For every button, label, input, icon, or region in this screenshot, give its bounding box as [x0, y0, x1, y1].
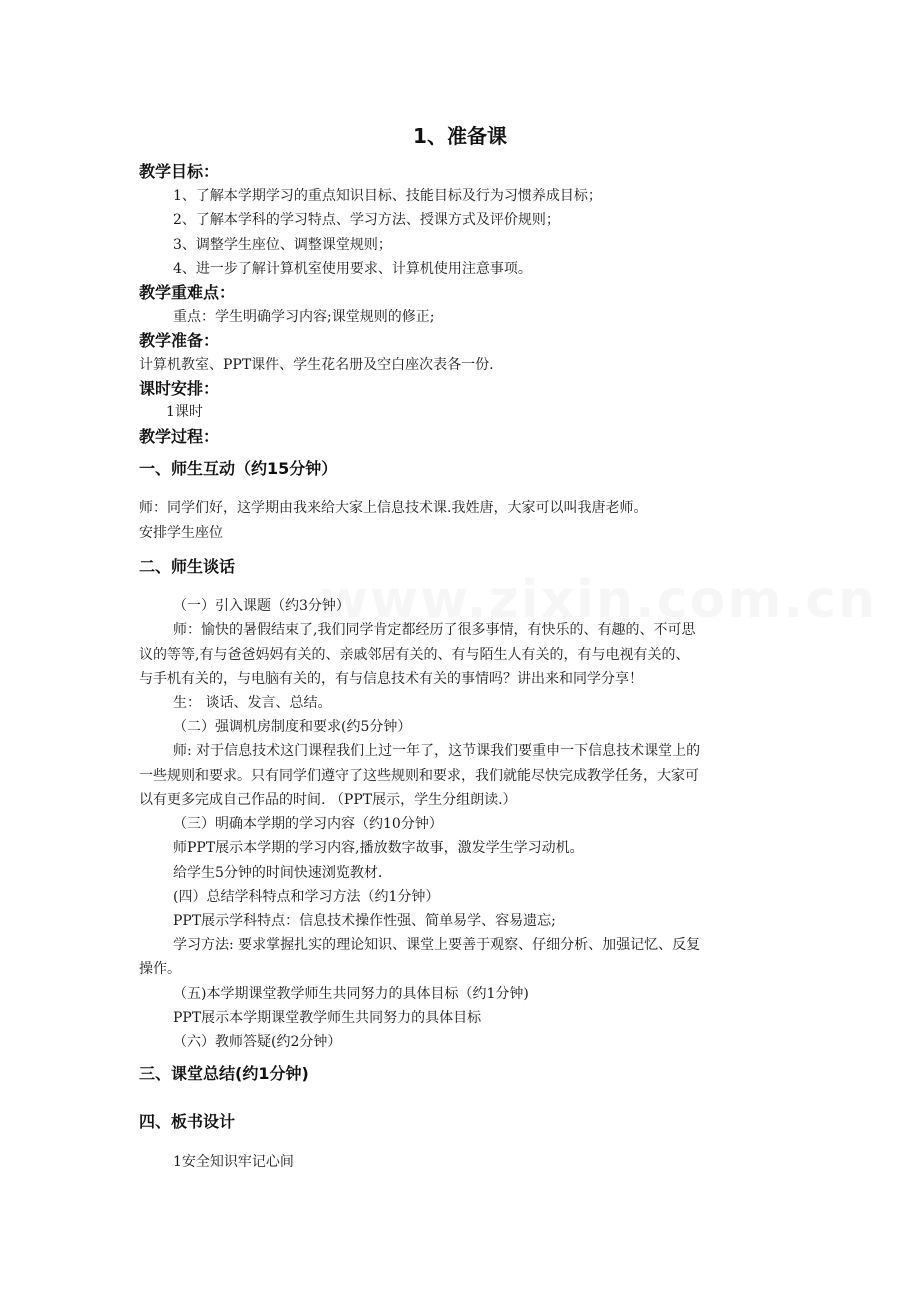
section-2-line: 生： 谈话、发言、总结。	[173, 695, 332, 711]
section-2-line: 师PPT展示本学期的学习内容,播放数字故事，激发学生学习动机。	[173, 840, 584, 856]
section-3-heading: 三、课堂总结(约1分钟)	[139, 1064, 309, 1083]
page-title: 1、准备课	[413, 124, 507, 148]
hours-text: 1课时	[166, 404, 203, 420]
section-2-heading: 二、师生谈话	[139, 557, 236, 576]
goal-item: 2、了解本学科的学习特点、学习方法、授课方式及评价规则；	[173, 212, 560, 228]
process-heading: 教学过程：	[139, 427, 220, 446]
preparation-heading: 教学准备：	[139, 331, 220, 350]
goal-item: 3、调整学生座位、调整课堂规则；	[173, 237, 392, 253]
watermark	[320, 570, 877, 630]
section-2-line: 与手机有关的，与电脑有关的，有与信息技术有关的事情吗？讲出来和同学分享！	[139, 671, 643, 687]
goal-item: 4、进一步了解计算机室使用要求、计算机使用注意事项。	[173, 261, 532, 277]
key-points-text: 重点：学生明确学习内容;课堂规则的修正;	[173, 309, 435, 325]
section-1-line: 安排学生座位	[139, 525, 223, 541]
section-1-heading: 一、师生互动（约15分钟）	[139, 459, 338, 478]
section-2-line: 议的等等,有与爸爸妈妈有关的、亲戚邻居有关的、有与陌生人有关的，有与电视有关的、	[139, 647, 690, 663]
section-2-line: 学习方法: 要求掌握扎实的理论知识、课堂上要善于观察、仔细分析、加强记忆、反复	[173, 937, 701, 953]
section-1-line: 师：同学们好，这学期由我来给大家上信息技术课.我姓唐，大家可以叫我唐老师。	[139, 500, 648, 516]
section-2-line: （六）教师答疑(约2分钟）	[173, 1034, 342, 1050]
section-2-line: 一些规则和要求。只有同学们遵守了这些规则和要求，我们就能尽快完成教学任务，大家可	[139, 768, 699, 784]
goal-item: 1、了解本学期学习的重点知识目标、技能目标及行为习惯养成目标；	[173, 188, 602, 204]
section-2-line: 师：愉快的暑假结束了,我们同学肯定都经历了很多事情，有快乐的、有趣的、不可思	[173, 622, 696, 638]
goals-heading: 教学目标：	[139, 162, 220, 181]
section-2-line: (四）总结学科特点和学习方法（约1分钟）	[173, 889, 440, 905]
section-2-line: 操作。	[139, 961, 181, 977]
section-2-line: PPT展示本学期课堂教学师生共同努力的具体目标	[173, 1010, 482, 1026]
section-2-line: 给学生5分钟的时间快速浏览教材.	[173, 865, 383, 881]
section-2-line: （二）强调机房制度和要求(约5分钟）	[173, 719, 412, 735]
section-2-line: （五)本学期课堂教学师生共同努力的具体目标（约1分钟)	[173, 986, 529, 1002]
key-points-heading: 教学重难点：	[139, 283, 236, 302]
section-2-line: （三）明确本学期的学习内容（约10分钟）	[173, 816, 443, 832]
section-2-line: 师: 对于信息技术这门课程我们上过一年了，这节课我们要重申一下信息技术课堂上的	[173, 743, 701, 759]
hours-heading: 课时安排：	[139, 379, 220, 398]
section-4-text: 1安全知识牢记心间	[173, 1154, 294, 1170]
section-4-heading: 四、板书设计	[139, 1112, 236, 1131]
section-2-line: （一）引入课题（约3分钟）	[173, 598, 350, 614]
section-2-line: 以有更多完成自己作品的时间. （PPT展示，学生分组朗读.）	[139, 792, 517, 808]
section-2-line: PPT展示学科特点：信息技术操作性强、简单易学、容易遗忘;	[173, 913, 556, 929]
preparation-text: 计算机教室、PPT课件、学生花名册及空白座次表各一份.	[139, 357, 494, 373]
